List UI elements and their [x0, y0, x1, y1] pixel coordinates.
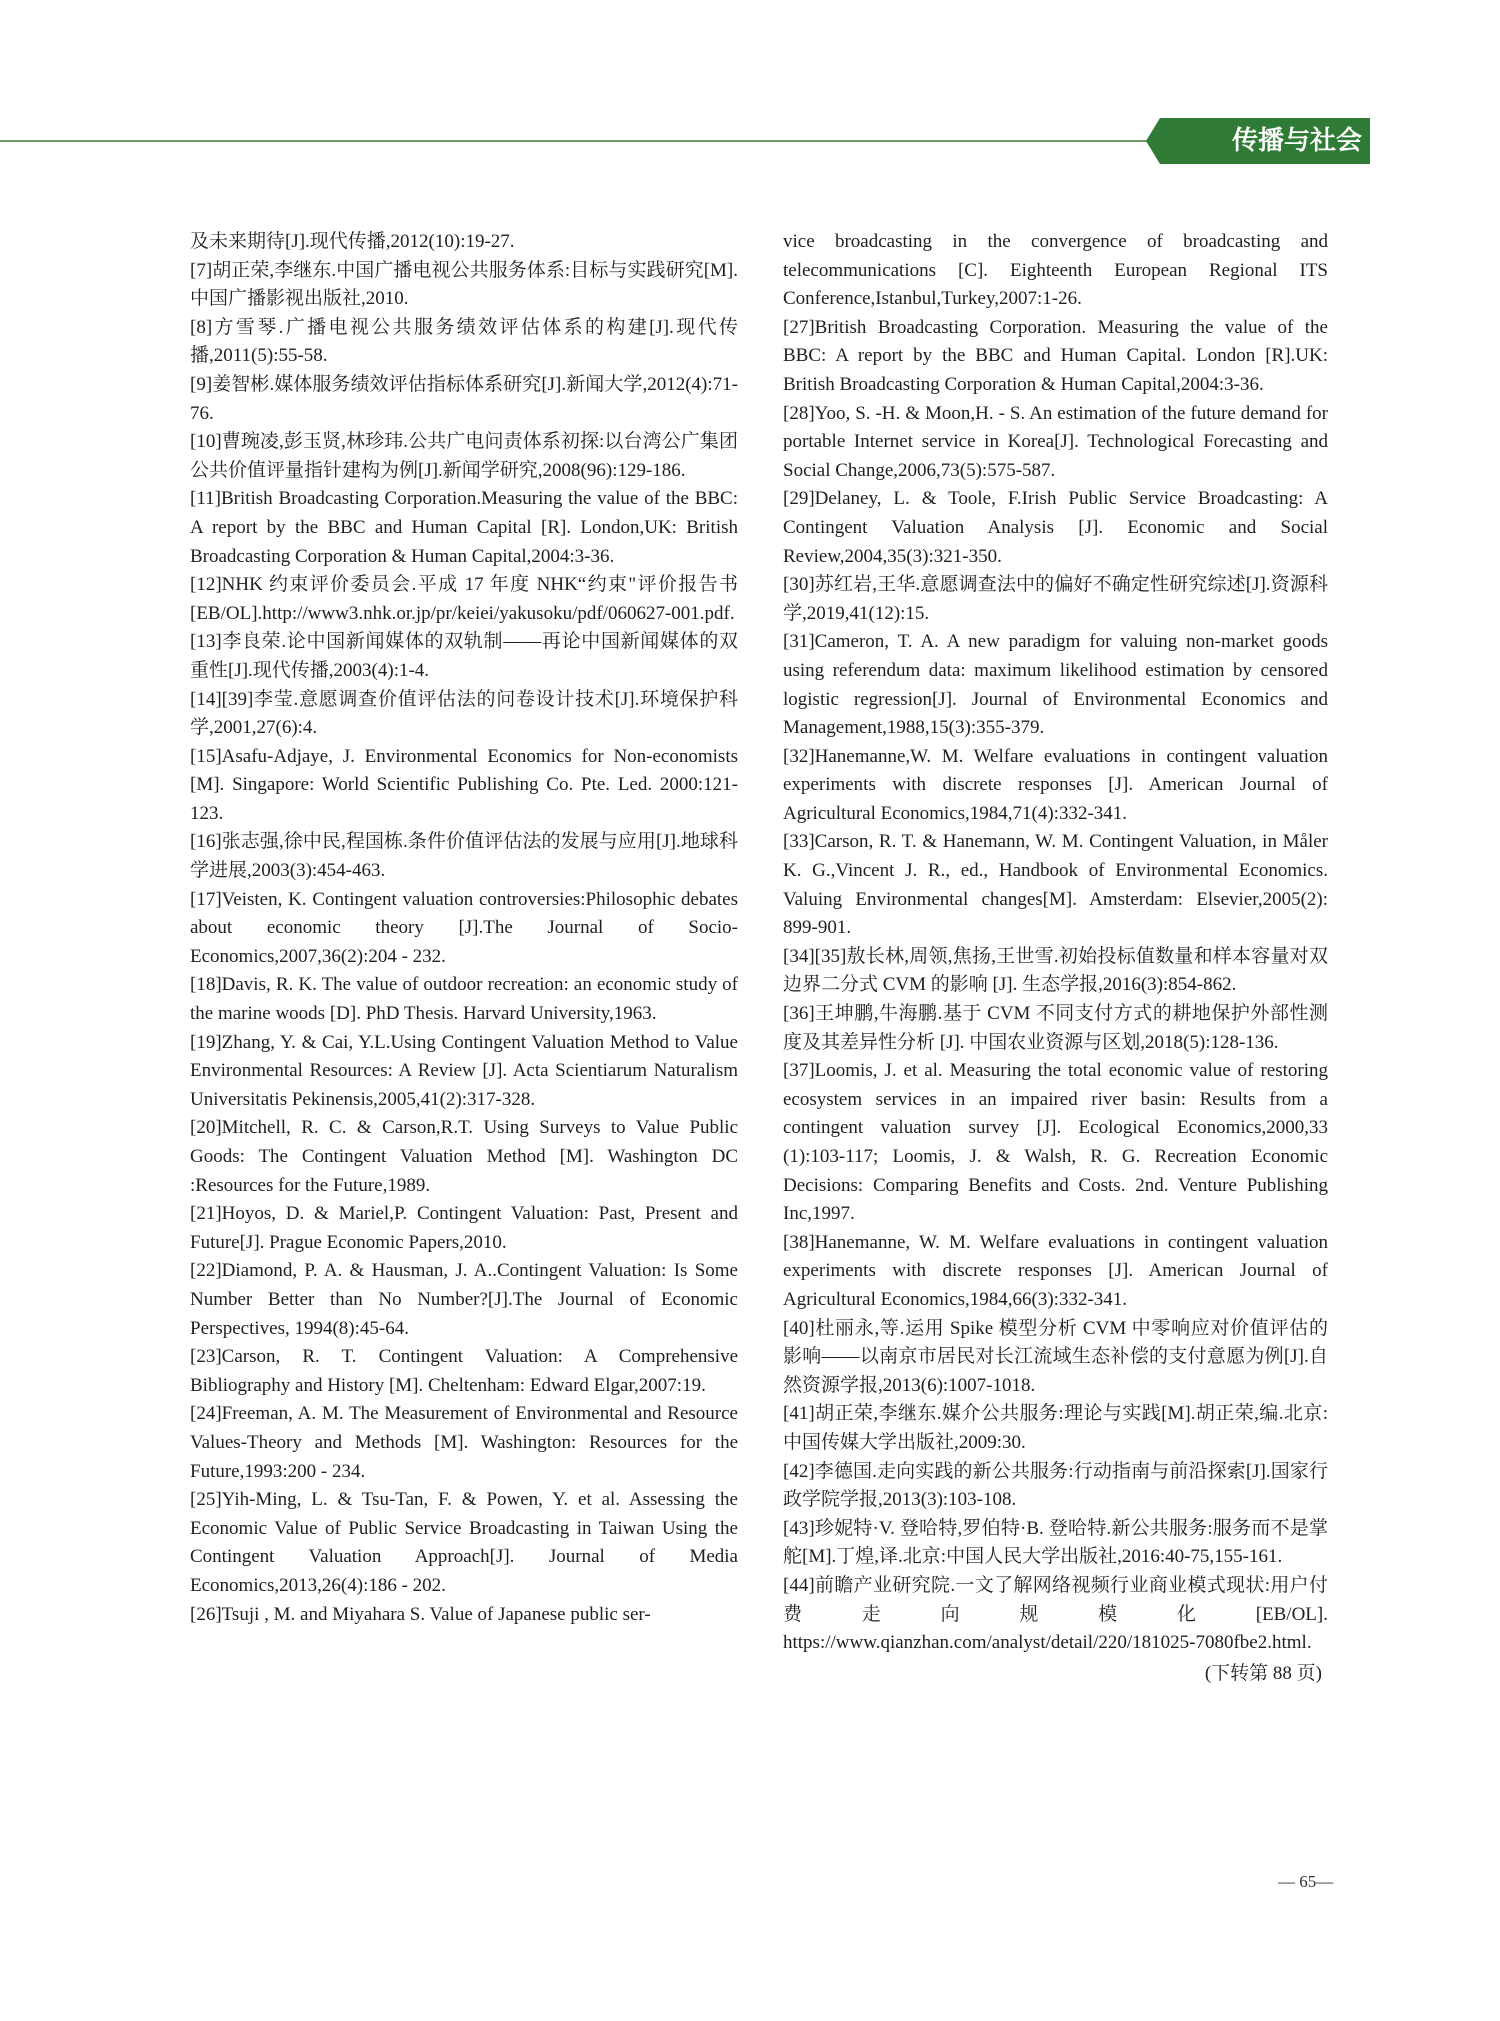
reference-entry: [41]胡正荣,李继东.媒介公共服务:理论与实践[M].胡正荣,编.北京:中国传媒大学出版社,2009:30.: [783, 1403, 1328, 1453]
reference-entry: [23]Carson, R. T. Contingent Valuation: A Comprehensive Bibliography and History [M]. Cheltenham: Edward Elgar,2007:19.: [190, 1346, 738, 1396]
reference-entry: [42]李德国.走向实践的新公共服务:行动指南与前沿探索[J].国家行政学院学报,2013(3):103-108.: [783, 1460, 1328, 1511]
reference-entry: [11]British Broadcasting Corporation.Measuring the value of the BBC: A report by the BBC and Human Capital [R]. London,UK: British Broadcasting Corporation & Human Capital,2004:3-36.: [190, 488, 738, 567]
reference-entry: [9]姜智彬.媒体服务绩效评估指标体系研究[J].新闻大学,2012(4):71-76.: [190, 373, 738, 424]
reference-entry: [22]Diamond, P. A. & Hausman, J. A..Contingent Valuation: Is Some Number Better than No Number?[J].The Journal of Economic Perspectives, 1994(8):45-64.: [190, 1260, 738, 1339]
continued-note: (下转第 88 页): [1204, 1662, 1322, 1684]
reference-entry: [33]Carson, R. T. & Hanemann, W. M. Contingent Valuation, in Måler K. G.,Vincent J. R., ed., Handbook of Environmental Economics. Valuing Environmental changes[M]. Amsterdam: Elsevier,2005(2): 899-901.: [783, 831, 1328, 939]
reference-entry: [30]苏红岩,王华.意愿调查法中的偏好不确定性研究综述[J].资源科学,2019,41(12):15.: [783, 574, 1328, 624]
reference-entry: [18]Davis, R. K. The value of outdoor recreation: an economic study of the marine woods [D]. PhD Thesis. Harvard University,1963.: [190, 974, 738, 1025]
reference-entry: [31]Cameron, T. A. A new paradigm for valuing non-market goods using referendum data: maximum likelihood estimation by censored logistic regression[J]. Journal of Environmental Economics and Management,1988,15(3):355-379.: [783, 631, 1328, 739]
references-left-column: [190, 228, 738, 1629]
reference-entry: [36]王坤鹏,牛海鹏.基于 CVM 不同支付方式的耕地保护外部性测度及其差异性分析 [J]. 中国农业资源与区划,2018(5):128-136.: [783, 1003, 1328, 1053]
reference-entry: [8]方雪琴.广播电视公共服务绩效评估体系的构建[J].现代传播,2011(5):55-58.: [190, 316, 738, 367]
reference-entry: [21]Hoyos, D. & Mariel,P. Contingent Valuation: Past, Present and Future[J]. Prague Economic Papers,2010.: [190, 1203, 738, 1253]
reference-entry: [43]珍妮特·V. 登哈特,罗伯特·B. 登哈特.新公共服务:服务而不是掌舵[M].丁煌,译.北京:中国人民大学出版社,2016:40-75,155-161.: [783, 1517, 1328, 1568]
reference-entry: [24]Freeman, A. M. The Measurement of Environmental and Resource Values-Theory and Methods [M]. Washington: Resources for the Future,1993:200 - 234.: [190, 1403, 738, 1482]
reference-entry: [12]NHK 约束评价委员会.平成 17 年度 NHK“约束"评价报告书[EB/OL].http://www3.nhk.or.jp/pr/keiei/yakusoku/pdf/060627-001.pdf.: [190, 574, 738, 624]
reference-entry: [17]Veisten, K. Contingent valuation controversies:Philosophic debates about economic theory [J].The Journal of Socio-Economics,2007,36(2):204 - 232.: [190, 888, 738, 967]
reference-entry: [38]Hanemanne, W. M. Welfare evaluations in contingent valuation experiments with discrete responses [J]. American Journal of Agricultural Economics,1984,66(3):332-341.: [783, 1231, 1328, 1310]
reference-entry: [13]李良荣.论中国新闻媒体的双轨制——再论中国新闻媒体的双重性[J].现代传播,2003(4):1-4.: [190, 631, 738, 681]
header-rule: [0, 140, 1160, 142]
reference-entry: [10]曹琬凌,彭玉贤,林珍玮.公共广电问责体系初探:以台湾公广集团公共价值评量指针建构为例[J].新闻学研究,2008(96):129-186.: [190, 431, 738, 481]
reference-entry: [29]Delaney, L. & Toole, F.Irish Public Service Broadcasting: A Contingent Valuation Analysis [J]. Economic and Social Review,2004,35(3):321-350.: [783, 488, 1328, 567]
reference-entry: [40]杜丽永,等.运用 Spike 模型分析 CVM 中零响应对价值评估的影响——以南京市居民对长江流域生态补偿的支付意愿为例[J].自然资源学报,2013(6):1007-1018.: [783, 1317, 1328, 1396]
reference-entry: 及未来期待[J].现代传播,2012(10):19-27.: [190, 231, 515, 252]
reference-entry: [14][39]李莹.意愿调查价值评估法的问卷设计技术[J].环境保护科学,2001,27(6):4.: [190, 688, 738, 739]
reference-entry: [32]Hanemanne,W. M. Welfare evaluations in contingent valuation experiments with discrete responses [J]. American Journal of Agricultural Economics,1984,71(4):332-341.: [783, 745, 1328, 824]
reference-entry: [7]胡正荣,李继东.中国广播电视公共服务体系:目标与实践研究[M].中国广播影视出版社,2010.: [190, 259, 738, 310]
reference-entry: [34][35]敖长林,周领,焦扬,王世雪.初始投标值数量和样本容量对双边界二分式 CVM 的影响 [J]. 生态学报,2016(3):854-862.: [783, 945, 1328, 996]
reference-entry: vice broadcasting in the convergence of broadcasting and telecommunications [C]. Eighteenth European Regional ITS Conference,Istanbul,Turkey,2007:1-26.: [783, 231, 1328, 310]
section-title: 传播与社会: [1160, 118, 1370, 164]
reference-entry: [27]British Broadcasting Corporation. Measuring the value of the BBC: A report by the BBC and Human Capital. London [R].UK: British Broadcasting Corporation & Human Capital,2004:3-36.: [783, 316, 1328, 395]
reference-entry: [15]Asafu-Adjaye, J. Environmental Economics for Non-economists [M]. Singapore: World Scientific Publishing Co. Pte. Led. 2000:121-123.: [190, 745, 738, 824]
reference-entry: [44]前瞻产业研究院.一文了解网络视频行业商业模式现状:用户付费走向规模化[EB/OL]. https://www.qianzhan.com/analyst/detail/220/181025-7080fbe2.html.: [783, 1574, 1328, 1654]
reference-entry: [25]Yih-Ming, L. & Tsu-Tan, F. & Powen, Y. et al. Assessing the Economic Value of Public Service Broadcasting in Taiwan Using the Contingent Valuation Approach[J]. Journal of Media Economics,2013,26(4):186 - 202.: [190, 1489, 738, 1596]
references-right-column: [783, 228, 1328, 1688]
reference-entry: [37]Loomis, J. et al. Measuring the total economic value of restoring ecosystem services in an impaired river basin: Results from a contingent valuation survey [J]. Ecological Economics,2000,33 (1):103-117; Loomis, J. & Walsh, R. G. Recreation Economic Decisions: Comparing Benefits and Costs. 2nd. Venture Publishing Inc,1997.: [783, 1060, 1328, 1225]
reference-entry: [16]张志强,徐中民,程国栋.条件价值评估法的发展与应用[J].地球科学进展,2003(3):454-463.: [190, 831, 738, 882]
page-number: — 65—: [1278, 1872, 1334, 1891]
reference-entry: [20]Mitchell, R. C. & Carson,R.T. Using Surveys to Value Public Goods: The Contingent Valuation Method [M]. Washington DC :Resources for the Future,1989.: [190, 1117, 738, 1196]
right-references-list: [783, 228, 1328, 1658]
reference-entry: [26]Tsuji , M. and Miyahara S. Value of Japanese public ser-: [190, 1603, 651, 1625]
reference-entry: [19]Zhang, Y. & Cai, Y.L.Using Contingent Valuation Method to Value Environmental Resources: A Review [J]. Acta Scientiarum Naturalism Universitatis Pekinensis,2005,41(2):317-328.: [190, 1031, 738, 1110]
reference-entry: [28]Yoo, S. -H. & Moon,H. - S. An estimation of the future demand for portable Internet service in Korea[J]. Technological Forecasting and Social Change,2006,73(5):575-587.: [783, 402, 1328, 481]
